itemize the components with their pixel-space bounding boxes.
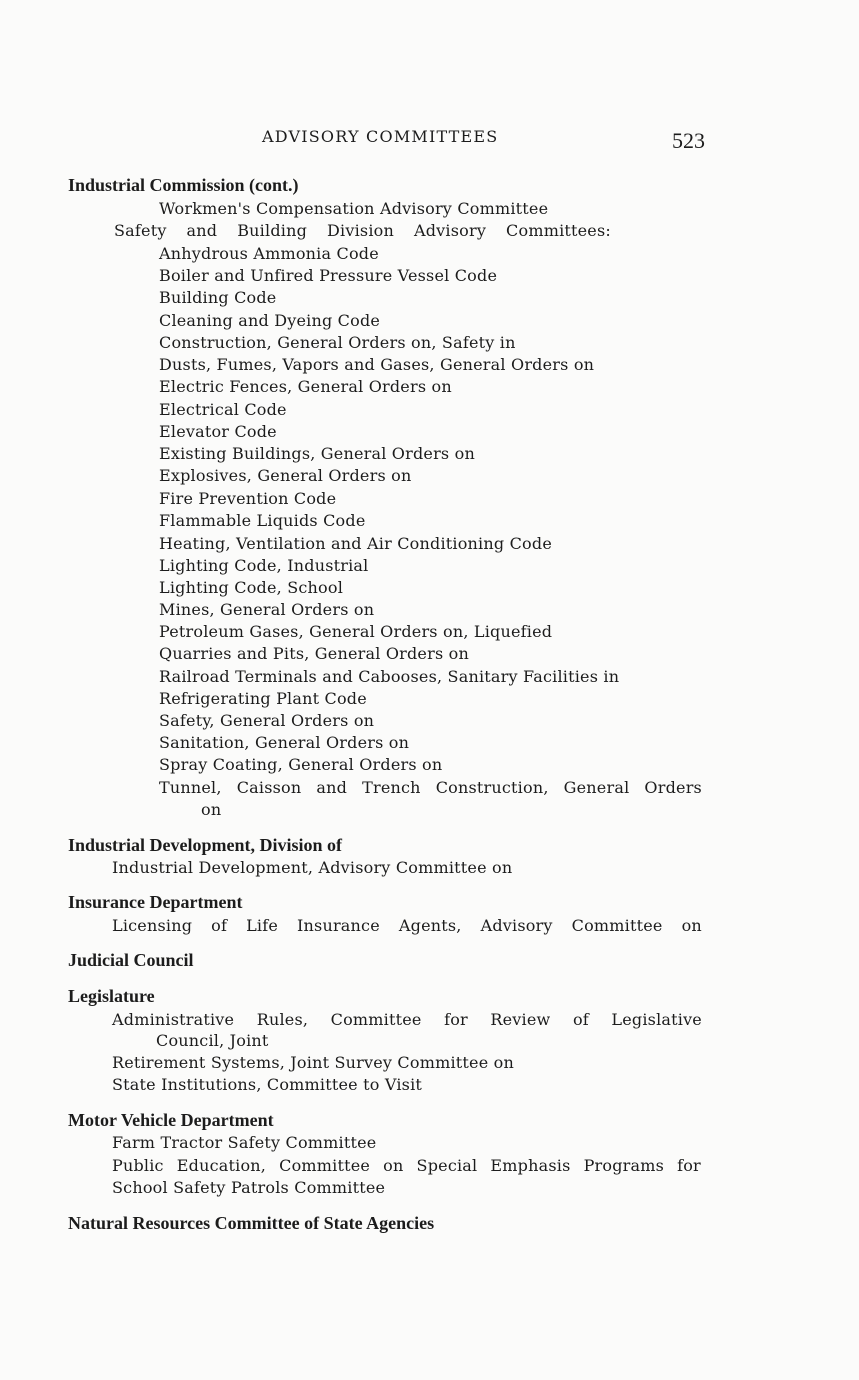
section-heading-natural-resources: Natural Resources Committee of State Agencies xyxy=(68,1213,435,1233)
running-head: ADVISORY COMMITTEES xyxy=(262,127,499,146)
list-item: Railroad Terminals and Cabooses, Sanitary Facilities in xyxy=(159,667,620,686)
section-heading-motor-vehicle: Motor Vehicle Department xyxy=(68,1110,274,1130)
list-item: State Institutions, Committee to Visit xyxy=(112,1075,423,1094)
list-item: Refrigerating Plant Code xyxy=(159,689,367,708)
section-heading-legislature: Legislature xyxy=(68,986,155,1006)
list-item: Building Code xyxy=(159,288,277,307)
section-heading-industrial-commission: Industrial Commission (cont.) xyxy=(68,175,299,195)
section-heading-industrial-development: Industrial Development, Division of xyxy=(68,835,343,855)
section-heading-insurance: Insurance Department xyxy=(68,892,243,912)
list-item: Lighting Code, School xyxy=(159,578,344,597)
list-item: Quarries and Pits, General Orders on xyxy=(159,644,469,663)
list-item: Lighting Code, Industrial xyxy=(159,556,369,575)
list-item: Electrical Code xyxy=(159,400,287,419)
list-item: Fire Prevention Code xyxy=(159,489,337,508)
list-item-continuation: Council, Joint xyxy=(156,1031,269,1050)
list-item: Flammable Liquids Code xyxy=(159,511,366,530)
list-item: Anhydrous Ammonia Code xyxy=(159,244,379,263)
list-item: Petroleum Gases, General Orders on, Liquefied xyxy=(159,622,553,641)
list-item: Electric Fences, General Orders on xyxy=(159,377,452,396)
list-item-licensing: Licensing of Life Insurance Agents, Advisory Committee on xyxy=(112,916,702,935)
list-item: Heating, Ventilation and Air Conditioning Code xyxy=(159,534,552,553)
list-item: Construction, General Orders on, Safety in xyxy=(159,333,516,352)
section-heading-judicial: Judicial Council xyxy=(68,950,194,970)
list-item: Farm Tractor Safety Committee xyxy=(112,1133,377,1152)
list-item: Sanitation, General Orders on xyxy=(159,733,410,752)
list-item-administrative-rules: Administrative Rules, Committee for Review of Legislative xyxy=(112,1010,702,1029)
list-item: Cleaning and Dyeing Code xyxy=(159,311,381,330)
list-item: Retirement Systems, Joint Survey Committee on xyxy=(112,1053,514,1072)
list-item: Explosives, General Orders on xyxy=(159,466,412,485)
list-item-public-education: Public Education, Committee on Special Emphasis Programs for xyxy=(112,1156,701,1175)
subsection-heading-safety-building: Safety and Building Division Advisory Committees: xyxy=(114,221,611,240)
list-item: Mines, General Orders on xyxy=(159,600,375,619)
list-item: Safety, General Orders on xyxy=(159,711,375,730)
list-item: School Safety Patrols Committee xyxy=(112,1178,386,1197)
list-item: Boiler and Unfired Pressure Vessel Code xyxy=(159,266,498,285)
list-item: Elevator Code xyxy=(159,422,277,441)
list-item: Dusts, Fumes, Vapors and Gases, General Orders on xyxy=(159,355,595,374)
list-item: Spray Coating, General Orders on xyxy=(159,755,443,774)
list-item-workmens-compensation: Workmen's Compensation Advisory Committee xyxy=(159,199,549,218)
page-number: 523 xyxy=(672,128,705,153)
list-item-tunnel-caisson: Tunnel, Caisson and Trench Construction, General Orders xyxy=(159,778,702,797)
list-item-continuation: on xyxy=(201,800,222,819)
list-item: Existing Buildings, General Orders on xyxy=(159,444,475,463)
list-item: Industrial Development, Advisory Committee on xyxy=(112,858,513,877)
